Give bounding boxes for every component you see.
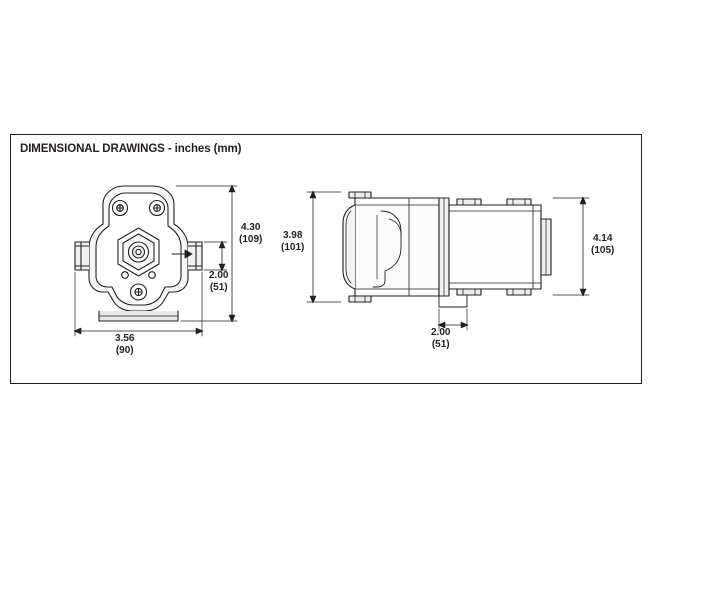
dim-front-port-mm: (51) xyxy=(209,282,228,293)
dim-side-left-height-mm: (101) xyxy=(281,242,305,253)
dim-front-width xyxy=(115,333,134,357)
dim-front-port xyxy=(209,270,228,294)
dim-side-left-height xyxy=(281,230,304,254)
dim-front-height-in: 4.30 xyxy=(240,222,261,233)
dim-front-height xyxy=(239,222,262,246)
dim-side-right-height xyxy=(591,233,614,257)
page-title: DIMENSIONAL DRAWINGS - inches (mm) xyxy=(20,143,242,155)
dim-side-right-height-mm: (105) xyxy=(591,245,615,256)
dimensional-drawings-panel xyxy=(10,134,642,384)
dim-front-port-in: 2.00 xyxy=(209,270,229,281)
dim-side-offset-in: 2.00 xyxy=(431,327,451,338)
dim-side-right-height-in: 4.14 xyxy=(592,233,613,244)
dim-front-width-in: 3.56 xyxy=(115,333,135,344)
side-view-drawing xyxy=(281,175,629,365)
dim-side-offset xyxy=(431,327,450,351)
dim-front-height-mm: (109) xyxy=(239,234,263,245)
front-view-drawing xyxy=(41,180,261,360)
dim-side-left-height-in: 3.98 xyxy=(282,230,303,241)
dim-front-width-mm: (90) xyxy=(115,345,134,356)
dim-side-offset-mm: (51) xyxy=(431,339,450,350)
